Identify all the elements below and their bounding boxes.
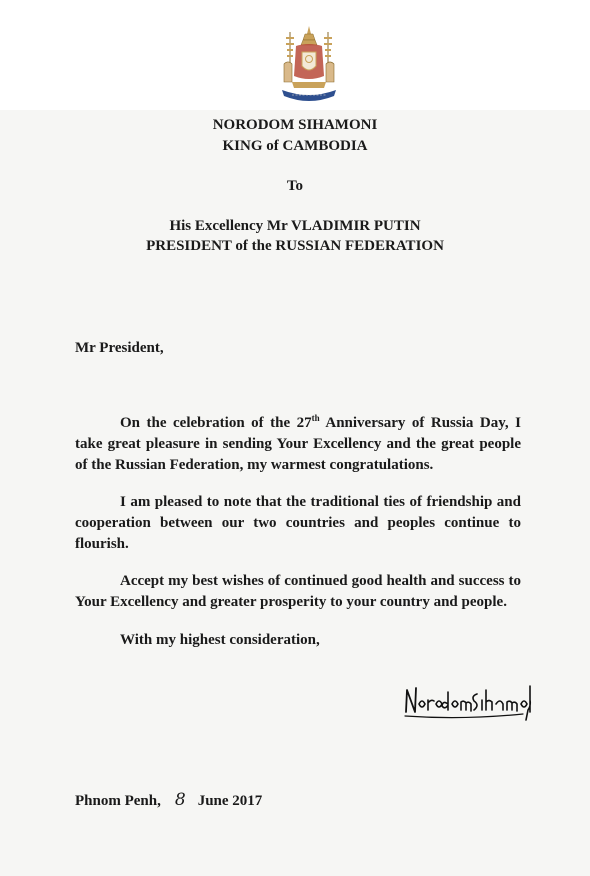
closing-phrase: With my highest consideration,	[120, 632, 320, 648]
salutation: Mr President,	[75, 340, 164, 356]
royal-arms-of-cambodia-icon	[278, 24, 340, 104]
place: Phnom Penh,	[75, 793, 161, 809]
paragraph-1-end: Anniversary of Russia Day, I take great pleasure in sending Your Excellency and the great people of the Russian Federation, my warmest congratulations.	[75, 415, 521, 473]
sender-name: NORODOM SIHAMONI	[212, 117, 378, 133]
sender-title: KING of CAMBODIA	[222, 138, 368, 154]
body-paragraph-3	[75, 571, 521, 613]
paragraph-2-text: I am pleased to note that the traditional ties of friendship and cooperation between our two countries and peoples continue to flourish.	[75, 494, 521, 552]
body-paragraph-1	[75, 413, 521, 476]
ordinal-superscript: th	[311, 413, 320, 423]
date-month-year: June 2017	[197, 793, 263, 809]
address-to: To	[286, 178, 304, 194]
recipient-name: His Excellency Mr VLADIMIR PUTIN	[169, 218, 421, 234]
place-and-date	[75, 790, 262, 811]
body-paragraph-2	[75, 492, 521, 555]
paragraph-1-start: On the celebration of the 27	[120, 415, 312, 431]
paragraph-3-text: Accept my best wishes of continued good health and success to Your Excellency and greater prosperity to your country and people.	[75, 573, 521, 610]
date-day: 8	[174, 790, 186, 810]
recipient-title: PRESIDENT of the RUSSIAN FEDERATION	[146, 238, 444, 254]
handwritten-signature	[403, 682, 535, 722]
